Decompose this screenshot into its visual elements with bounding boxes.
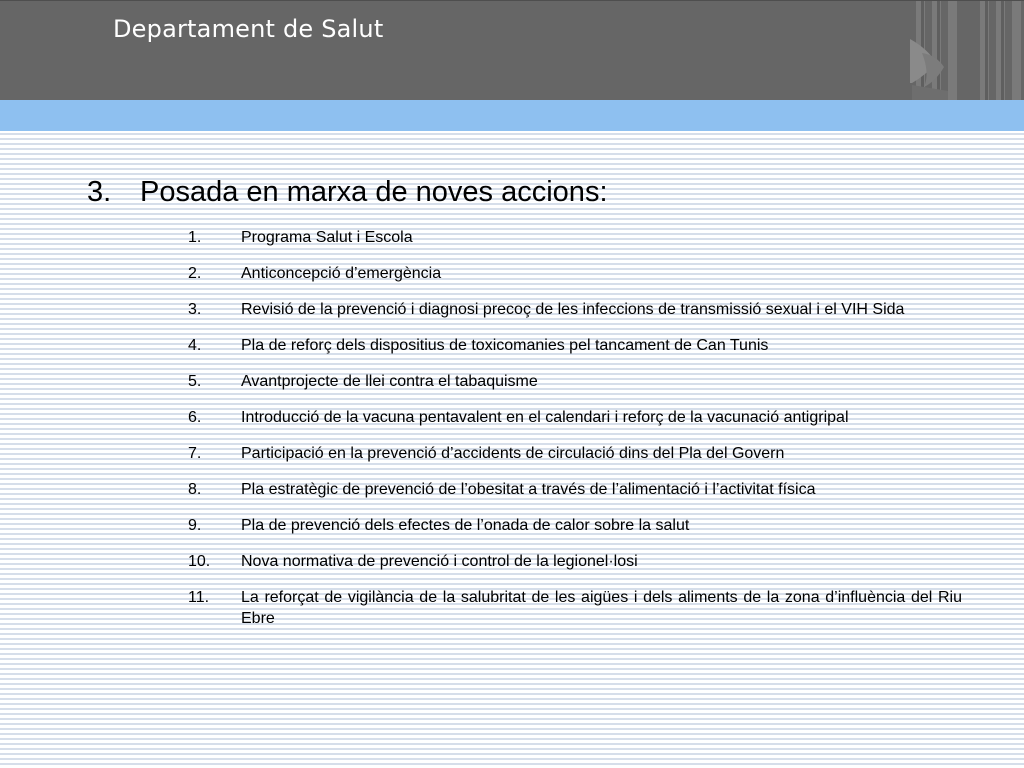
action-list xyxy=(188,227,962,644)
list-item-text: Pla de prevenció dels efectes de l’onada de calor sobre la salut xyxy=(241,517,690,534)
list-item-number: 11. xyxy=(188,589,210,606)
list-item-number: 5. xyxy=(188,373,202,390)
list-item-number: 8. xyxy=(188,481,202,498)
list-item-text: La reforçat de vigilància de la salubritat de les aigües i dels aliments de la zona d’influència del Riu Ebre xyxy=(241,589,962,627)
list-item-number: 10. xyxy=(188,553,211,570)
header-accent-band xyxy=(0,100,1024,131)
list-item xyxy=(188,227,962,248)
header-bar xyxy=(0,0,1024,100)
section-title: Posada en marxa de noves accions: xyxy=(140,176,608,208)
list-item xyxy=(188,335,962,356)
list-item-number: 2. xyxy=(188,265,202,282)
list-item-text: Nova normativa de prevenció i control de la legionel·losi xyxy=(241,553,638,570)
list-item-text: Participació en la prevenció d’accidents de circulació dins del Pla del Govern xyxy=(241,445,785,462)
list-item-text: Introducció de la vacuna pentavalent en el calendari i reforç de la vacunació antigripal xyxy=(241,409,849,426)
list-item-text: Pla de reforç dels dispositius de toxicomanies pel tancament de Can Tunis xyxy=(241,337,769,354)
list-item xyxy=(188,551,962,572)
list-item-number: 9. xyxy=(188,517,202,534)
header-title: Departament de Salut xyxy=(113,15,384,43)
list-item xyxy=(188,587,962,629)
list-item-number: 4. xyxy=(188,337,202,354)
list-item xyxy=(188,479,962,500)
list-item xyxy=(188,407,962,428)
generalitat-emblem-icon xyxy=(908,1,1024,101)
list-item xyxy=(188,443,962,464)
list-item-text: Programa Salut i Escola xyxy=(241,229,413,246)
section-heading xyxy=(87,176,608,209)
list-item xyxy=(188,299,962,320)
list-item xyxy=(188,515,962,536)
list-item-number: 3. xyxy=(188,301,202,318)
list-item-text: Avantprojecte de llei contra el tabaquisme xyxy=(241,373,538,390)
list-item-number: 6. xyxy=(188,409,202,426)
list-item xyxy=(188,371,962,392)
list-item-number: 7. xyxy=(188,445,202,462)
list-item-text: Revisió de la prevenció i diagnosi precoç de les infeccions de transmissió sexual i el VIH Sida xyxy=(241,301,905,318)
list-item-text: Anticoncepció d’emergència xyxy=(241,265,442,282)
list-item-text: Pla estratègic de prevenció de l’obesitat a través de l’alimentació i l’activitat física xyxy=(241,481,816,498)
list-item xyxy=(188,263,962,284)
section-number: 3. xyxy=(87,176,112,208)
list-item-number: 1. xyxy=(188,229,202,246)
